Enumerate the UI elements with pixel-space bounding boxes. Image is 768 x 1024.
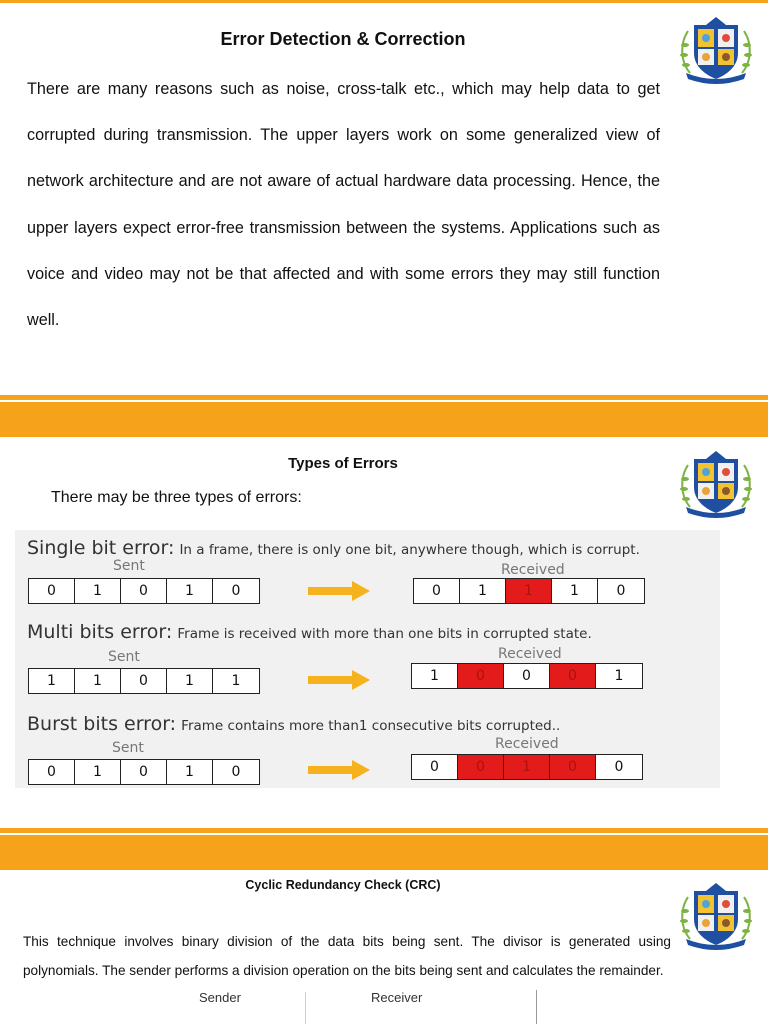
bit-cell: 1 <box>75 669 121 693</box>
bit-cell: 0 <box>616 583 626 599</box>
received-frame <box>411 663 643 689</box>
crc-paragraph: This technique involves binary division of the data bits being sent. The divisor is generated using polynomials. The sender performs a division operation on the bits being sent and calculates the remainder. <box>23 934 671 978</box>
college-crest-logo <box>676 881 756 951</box>
college-crest-logo <box>676 15 756 85</box>
corrupted-bit-cell: 0 <box>550 664 596 688</box>
error-type-name: Multi bits error: <box>27 621 173 643</box>
bit-cell: 0 <box>29 579 75 603</box>
error-type-description: Frame contains more than1 consecutive bits corrupted.. <box>181 718 561 734</box>
error-type-name: Burst bits error: <box>27 713 177 735</box>
arrow-right-icon <box>308 758 370 782</box>
sent-frame <box>28 759 260 785</box>
bit-cell: 1 <box>412 664 458 688</box>
corrupted-bit-cell: 1 <box>504 755 550 779</box>
received-label: Received <box>498 646 562 662</box>
bit-cell: 1 <box>552 579 598 603</box>
sent-label: Sent <box>112 740 144 756</box>
types-intro-text: There may be three types of errors: <box>51 489 302 506</box>
bit-cell: 0 <box>121 760 167 784</box>
sent-label: Sent <box>113 558 145 574</box>
bit-cell: 1 <box>614 668 624 684</box>
intro-paragraph: There are many reasons such as noise, cross-talk etc., which may help data to get corrupted during transmission. The upper layers work on some generalized view of network architecture and are not aware of actual hardware data processing. Hence, the upper layers expect error-free transmission between the systems. Applications such as voice and video may not be that affected and with some errors they may still function well. <box>27 80 660 330</box>
college-crest-logo <box>676 449 756 519</box>
bit-cell: 1 <box>167 669 213 693</box>
sent-frame <box>28 578 260 604</box>
receiver-label: Receiver <box>371 990 423 1005</box>
corrupted-bit-cell: 0 <box>550 755 596 779</box>
diagram-divider <box>305 992 306 1024</box>
section-divider-band <box>0 828 768 870</box>
top-accent-bar <box>0 0 768 3</box>
error-row-title <box>27 621 592 643</box>
received-frame <box>411 754 643 780</box>
error-type-description: Frame is received with more than one bits in corrupted state. <box>177 626 592 642</box>
bit-cell: 1 <box>460 579 506 603</box>
section-title-crc: Cyclic Redundancy Check (CRC) <box>245 878 441 892</box>
arrow-right-icon <box>308 668 370 692</box>
error-type-name: Single bit error: <box>27 537 175 559</box>
sent-frame <box>28 668 260 694</box>
bit-cell: 0 <box>231 583 241 599</box>
diagram-divider <box>536 990 537 1024</box>
error-type-description: In a frame, there is only one bit, anywhere though, which is corrupt. <box>179 542 640 558</box>
bit-cell: 1 <box>75 579 121 603</box>
bit-cell: 0 <box>29 760 75 784</box>
bit-cell: 0 <box>121 669 167 693</box>
sent-label: Sent <box>108 649 140 665</box>
section-title-error-detection: Error Detection & Correction <box>220 29 466 49</box>
corrupted-bit-cell: 1 <box>506 579 552 603</box>
bit-cell: 1 <box>167 760 213 784</box>
error-row-title <box>27 713 560 735</box>
bit-cell: 1 <box>29 669 75 693</box>
bit-cell: 0 <box>121 579 167 603</box>
error-types-diagram <box>15 530 720 788</box>
arrow-right-icon <box>308 579 370 603</box>
bit-cell: 0 <box>231 764 241 780</box>
bit-cell: 0 <box>504 664 550 688</box>
bit-cell: 1 <box>231 673 241 689</box>
error-row-title <box>27 537 640 559</box>
corrupted-bit-cell: 0 <box>458 664 504 688</box>
received-label: Received <box>495 736 559 752</box>
section-divider-band <box>0 395 768 437</box>
bit-cell: 0 <box>412 755 458 779</box>
corrupted-bit-cell: 0 <box>458 755 504 779</box>
bit-cell: 0 <box>414 579 460 603</box>
bit-cell: 1 <box>75 760 121 784</box>
sender-label: Sender <box>199 990 241 1005</box>
received-label: Received <box>501 562 565 578</box>
bit-cell: 0 <box>614 759 624 775</box>
section-title-types-of-errors: Types of Errors <box>288 455 398 472</box>
bit-cell: 1 <box>167 579 213 603</box>
received-frame <box>413 578 645 604</box>
